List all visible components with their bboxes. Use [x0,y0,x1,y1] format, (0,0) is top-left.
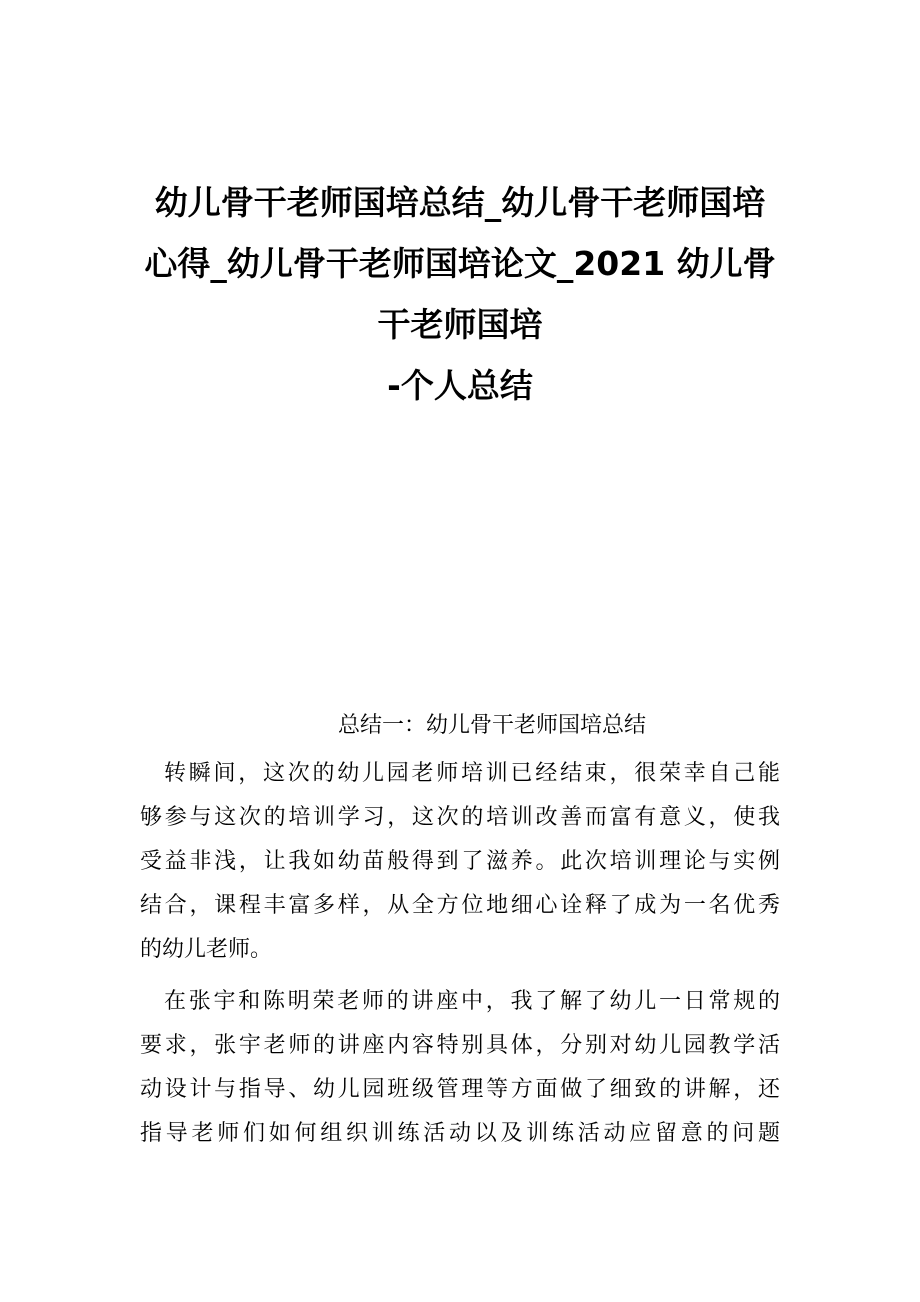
document-title [140,172,780,416]
title-line: 干老师国培 [377,305,543,344]
text-line: 转瞬间，这次的幼儿园老师培训已经结束，很荣幸自己能 [164,761,780,786]
document-body [140,752,780,1164]
text-line: 指导老师们如何组织训练活动以及训练活动应留意的问题 [140,1121,780,1146]
text-line: 结合，课程丰富多样，从全方位地细心诠释了成为一名优秀 [140,893,780,918]
paragraph [140,980,780,1156]
text-line: 受益非浅，让我如幼苗般得到了滋养。此次培训理论与实例 [140,849,780,874]
text-line: 动设计与指导、幼儿园班级管理等方面做了细致的讲解，还 [140,1077,780,1102]
text-line: 在张宇和陈明荣老师的讲座中，我了解了幼儿一日常规的 [164,989,780,1014]
title-line: -个人总结 [387,366,533,405]
title-line: 心得_幼儿骨干老师国培论文_2021 幼儿骨 [144,244,776,283]
text-line: 的幼儿老师。 [140,937,273,962]
text-line: 够参与这次的培训学习，这次的培训改善而富有意义，使我 [140,805,780,830]
text-line: 要求，张宇老师的讲座内容特别具体，分别对幼儿园教学活 [140,1033,780,1058]
title-line: 幼儿骨干老师国培总结_幼儿骨干老师国培 [154,183,766,222]
paragraph [140,752,780,972]
section-heading: 总结一：幼儿骨干老师国培总结 [338,713,647,738]
